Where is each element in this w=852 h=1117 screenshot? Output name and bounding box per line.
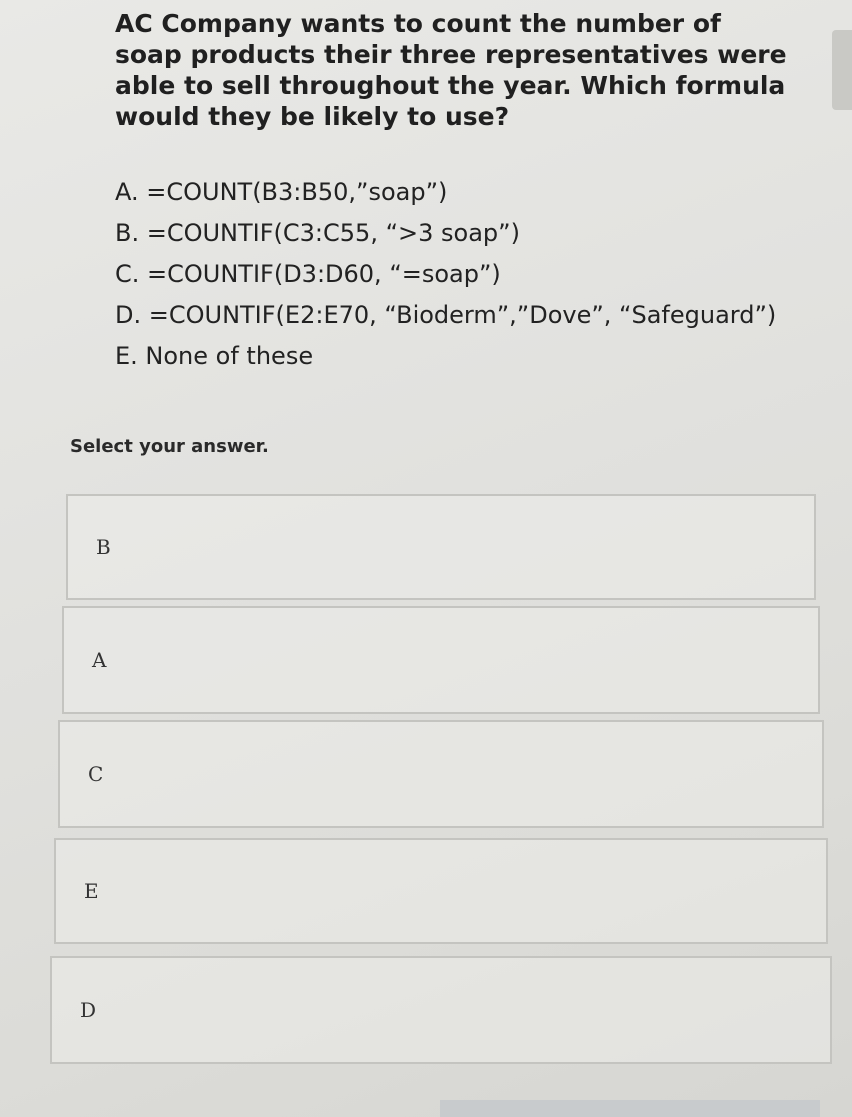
bottom-bar xyxy=(440,1100,820,1117)
option-a: A. =COUNT(B3:B50,”soap”) xyxy=(115,178,448,206)
question-text: AC Company wants to count the number of soap products their three representatives were able to sell throughout the year. Which formula would they be likely to use? xyxy=(115,9,787,131)
answer-choice-label: E xyxy=(84,879,99,903)
scroll-edge-tab xyxy=(832,30,852,110)
option-c: C. =COUNTIF(D3:D60, “=soap”) xyxy=(115,260,501,288)
answer-choice-c[interactable] xyxy=(58,720,824,828)
answer-choice-label: D xyxy=(80,998,97,1022)
answer-choice-e[interactable] xyxy=(54,838,828,944)
option-d: D. =COUNTIF(E2:E70, “Bioderm”,”Dove”, “Safeguard”) xyxy=(115,301,777,329)
option-b: B. =COUNTIF(C3:C55, “>3 soap”) xyxy=(115,219,520,247)
answer-choice-a[interactable] xyxy=(62,606,820,714)
answer-prompt: Select your answer. xyxy=(70,436,269,457)
answer-choice-b[interactable] xyxy=(66,494,816,600)
answer-choice-label: A xyxy=(92,648,107,672)
option-list xyxy=(115,172,776,377)
answer-choice-label: B xyxy=(96,535,111,559)
answer-choice-label: C xyxy=(88,762,104,786)
option-e: E. None of these xyxy=(115,342,314,370)
answer-choice-d[interactable] xyxy=(50,956,832,1064)
